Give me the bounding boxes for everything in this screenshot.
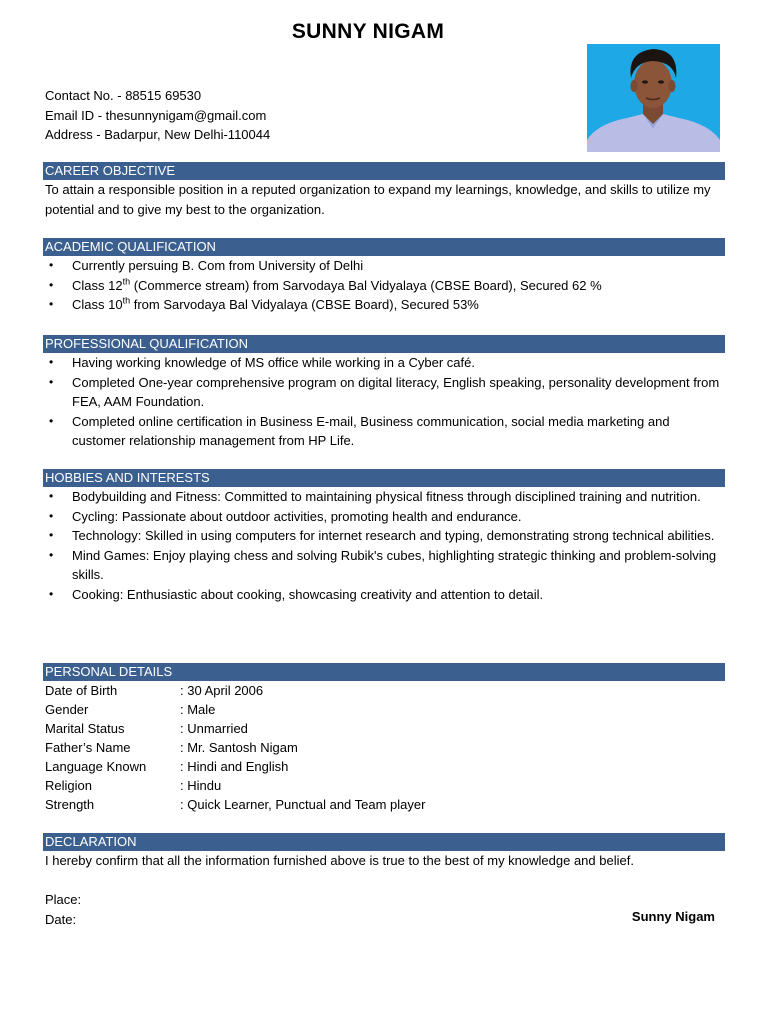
detail-row: Father’s Name : Mr. Santosh Nigam	[45, 740, 298, 755]
academic-section	[43, 238, 725, 315]
section-heading-career: CAREER OBJECTIVE	[43, 162, 725, 180]
list-item: • Technology: Skilled in using computers for internet research and typing, demonstrating strong technical abilities.	[49, 528, 715, 543]
section-heading-professional: PROFESSIONAL QUALIFICATION	[43, 335, 725, 353]
list-item: • Having working knowledge of MS office while working in a Cyber café.	[49, 355, 475, 370]
section-heading-academic: ACADEMIC QUALIFICATION	[43, 238, 725, 256]
section-heading-declaration: DECLARATION	[43, 833, 725, 851]
place-date-block	[45, 890, 81, 929]
section-heading-hobbies: HOBBIES AND INTERESTS	[43, 469, 725, 487]
academic-list	[43, 256, 725, 315]
contact-number: Contact No. - 88515 69530	[45, 88, 202, 103]
detail-row: Religion : Hindu	[45, 778, 222, 793]
hobbies-section	[43, 469, 725, 604]
detail-row: Strength : Quick Learner, Punctual and Team player	[45, 797, 426, 812]
contact-block	[45, 86, 565, 145]
list-item: • Class 10th from Sarvodaya Bal Vidyalaya (CBSE Board), Secured 53%	[49, 295, 479, 312]
person-photo-icon	[587, 44, 720, 152]
hobbies-list	[43, 487, 725, 604]
list-item: • Currently persuing B. Com from University of Delhi	[49, 258, 364, 273]
professional-section	[43, 335, 725, 451]
list-item: • Bodybuilding and Fitness: Committed to maintaining physical fitness through disciplined training and nutrition.	[49, 489, 701, 504]
professional-list	[43, 353, 725, 451]
detail-row: Language Known : Hindi and English	[45, 759, 289, 774]
signature-name: Sunny Nigam	[631, 909, 715, 924]
list-item: • Mind Games: Enjoy playing chess and solving Rubik's cubes, highlighting strategic thinking and problem-solving skills.	[49, 547, 717, 582]
date-label: Date:	[45, 911, 77, 927]
list-item: • Class 12th (Commerce stream) from Sarvodaya Bal Vidyalaya (CBSE Board), Secured 62 %	[49, 276, 602, 293]
profile-photo	[587, 44, 720, 152]
declaration-text: I hereby confirm that all the information furnished above is true to the best of my knowledge and belief.	[45, 853, 634, 868]
personal-details-section	[43, 663, 725, 814]
email-id: Email ID - thesunnynigam@gmail.com	[45, 107, 267, 123]
career-objective-text: To attain a responsible position in a reputed organization to expand my learnings, knowledge, and skills to utilize my potential and to give my best to the organization.	[45, 182, 711, 217]
declaration-section	[43, 833, 725, 871]
detail-row: Date of Birth : 30 April 2006	[45, 683, 264, 698]
section-heading-personal: PERSONAL DETAILS	[43, 663, 725, 681]
candidate-name: SUNNY NIGAM	[291, 20, 445, 43]
list-item: • Completed One-year comprehensive program on digital literacy, English speaking, personality development from FEA, AAM Foundation.	[49, 374, 720, 409]
list-item: • Completed online certification in Business E-mail, Business communication, social media marketing and customer relationship management from HP Life.	[49, 413, 670, 448]
list-item: • Cooking: Enthusiastic about cooking, showcasing creativity and attention to detail.	[49, 586, 544, 602]
detail-row: Marital Status : Unmarried	[45, 721, 248, 736]
place-label: Place:	[45, 892, 82, 907]
list-item: • Cycling: Passionate about outdoor activities, promoting health and endurance.	[49, 508, 522, 524]
career-objective-section	[43, 162, 725, 219]
detail-row: Gender : Male	[45, 702, 216, 717]
address: Address - Badarpur, New Delhi-110044	[45, 127, 271, 142]
